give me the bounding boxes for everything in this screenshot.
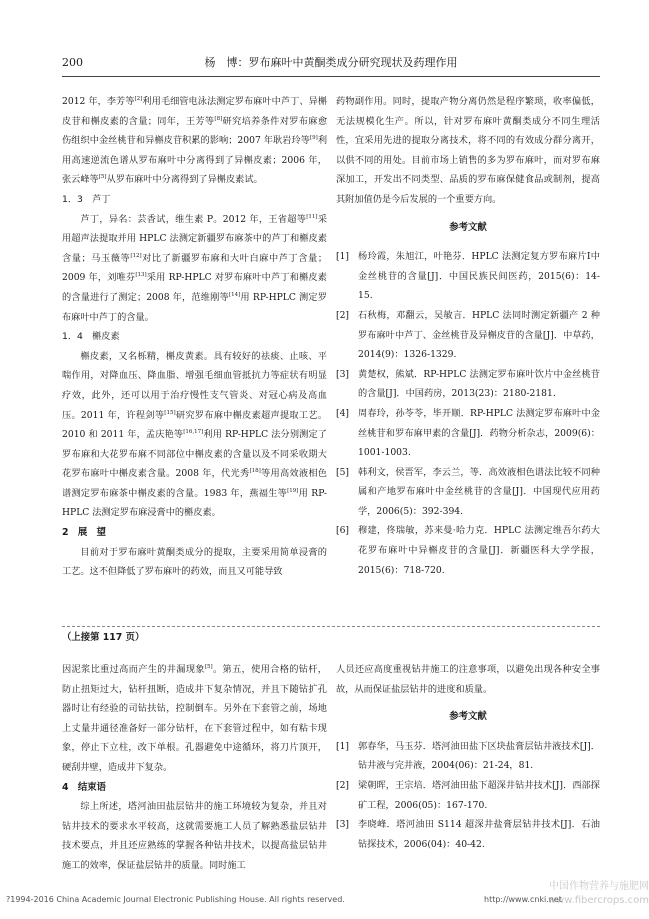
reference-item xyxy=(336,815,600,854)
reference-number: [2] xyxy=(336,309,350,321)
reference-item xyxy=(336,776,600,815)
reference-item xyxy=(336,737,600,776)
references-heading: 参考文献 xyxy=(449,221,487,233)
article-separator xyxy=(62,626,600,627)
paragraph-drilling-measures: 因泥浆比重过高而产生的井漏现象[5]。第五，使用合格的钻杆，防止扭矩过大，钻杆扭断，造成井下复杂情况，并且下随钻扩孔器时让有经验的司钻扶钻，控制倒车。另外在下套管之前，场地上丈量井通径准备好一部分钻杆，在下套管过程中，如有粘卡现象，停止下立柱，改下单根。孔器避免中途循环，将刀片顶开，硬刮井壁，造成井下复杂。 xyxy=(62,663,327,773)
reference-number: [1] xyxy=(336,740,350,752)
section-heading-conclusion: 4 结束语 xyxy=(62,781,107,793)
reference-item xyxy=(336,365,600,404)
reference-item xyxy=(336,521,600,580)
reference-text: 梁朝晖，王宗培．塔河油田盐下超深井钻井技术[J]．西部探矿工程，2006(05)：167-170. xyxy=(358,779,600,811)
references-list-2 xyxy=(336,737,600,855)
header-rule xyxy=(62,76,600,77)
reference-item xyxy=(336,306,600,365)
section-heading-quercetin: 1．4 槲皮素 xyxy=(62,331,120,343)
reference-number: [5] xyxy=(336,466,350,478)
article-right-column xyxy=(336,92,600,580)
reference-number: [2] xyxy=(336,779,350,791)
reference-text: 黄楚权，熊斌．RP-HPLC 法测定罗布麻叶饮片中金丝桃苷的含量[J]．中国药房，2013(23)：2180-2181. xyxy=(358,368,600,400)
reference-number: [1] xyxy=(336,251,350,263)
reference-text: 石秋梅，邓翻云，吴敏言．HPLC 法同时测定新疆产 2 种罗布麻叶中芦丁、金丝桃苷及异槲皮苷的含量[J]．中草药，2014(9)：1326-1329. xyxy=(358,309,600,361)
reference-number: [3] xyxy=(336,368,350,380)
reference-item xyxy=(336,247,600,306)
reference-text: 李晓峰．塔河油田 S114 超深井盐膏层钻井技术[J]．石油钻探技术，2006(04)：40-42. xyxy=(358,819,600,850)
reference-item xyxy=(336,463,600,522)
paragraph-methods-review: 2012 年，李芳等[2]利用毛细管电泳法测定罗布麻叶中芦丁、异槲皮苷和槲皮素的含量；同年，王芳等[8]研究培养条件对罗布麻愈伤组织中金丝桃苷和异槲皮苷积累的影响；2007 年耿岩玲等[9]利用高速逆流色谱从罗布麻叶中分离得到了异槲皮素；2006 年，张云峰等[5]从罗布麻叶中分离得到了异槲皮素试。 xyxy=(62,95,328,186)
continued-from-label: （上接第 117 页） xyxy=(62,632,145,643)
reference-item xyxy=(336,404,600,463)
copyright-notice: ?1994-2016 China Academic Journal Electronic Publishing House. All rights reserved. xyxy=(6,895,345,904)
page-header xyxy=(62,54,600,74)
reference-text: 郭春华，马玉芬．塔河油田盐下区块盐膏层钻井液技术[J]．钻井液与完井液，2004(06)：21-24，81. xyxy=(358,740,600,772)
watermark: 中国作物营养与施肥网 www.fibercrops.com xyxy=(547,881,649,906)
paragraph-conclusion-end: 人员还应高度重视钻井施工的注意事项，以避免出现各种安全事故，从而保证盐层钻井的进度和质量。 xyxy=(336,664,600,695)
section-heading-outlook: 2 展 望 xyxy=(62,527,107,539)
page-number: 200 xyxy=(62,56,83,69)
site-link[interactable]: http://www.cnki.net xyxy=(484,895,562,904)
page-footer xyxy=(0,893,649,913)
article-left-column xyxy=(62,92,327,582)
references-list xyxy=(336,247,600,580)
paragraph-quercetin: 槲皮素，又名栎精，槲皮黄素。具有较好的祛痰、止咳、平喘作用，对降血压、降血脂、增强毛细血管抵抗力等症状有明显疗效，此外，还可以用于治疗慢性支气管炎、对冠心病及高血压。2011 年，许程剑等[15]研究罗布麻中槲皮素超声提取工艺。2010 和 2011 年，孟庆艳等[16,17]利用 RP-HPLC 法分别测定了罗布麻和大花罗布麻不同部位中槲皮素的含量以及不同采收期大花罗布麻叶中槲皮素含量。2008 年，代光秀[18]等用高效液相色谱测定罗布麻茶中槲皮素的含量。1983 年，燕福生等[19]用 RP-HPLC 法测定罗布麻浸膏中的槲皮素。 xyxy=(62,350,328,519)
reference-text: 周春玲，孙苓苓，毕开顺．RP-HPLC 法测定罗布麻叶中金丝桃苷和罗布麻甲素的含量[J]．药物分析杂志，2009(6)：1001-1003. xyxy=(358,407,600,459)
reference-text: 穆建，佟瑞敏，苏来曼·哈力克．HPLC 法测定维吾尔药大花罗布麻叶中异槲皮苷的含量[J]．新疆医科大学学报，2015(6)：718-720. xyxy=(358,525,600,576)
reference-text: 杨玲霞，朱旭江，叶艳芬．HPLC 法测定复方罗布麻片Ⅰ中金丝桃苷的含量[J]．中国民族民间医药，2015(6)：14-15. xyxy=(358,251,600,302)
paragraph-outlook-start: 目前对于罗布麻叶黄酮类成分的提取，主要采用简单浸膏的工艺。这不但降低了罗布麻叶的药效，而且又可能导致 xyxy=(62,546,327,578)
reference-number: [6] xyxy=(336,525,350,537)
reference-number: [3] xyxy=(336,819,350,831)
reference-number: [4] xyxy=(336,407,350,419)
paragraph-outlook-end: 药物副作用。同时，提取产物分离仍然是程序繁琐，收率偏低，无法规模化生产。所以，针对罗布麻叶黄酮类成分不同生理活性，宜采用先进的提取分离技术，将不同的有效成分群分离开，以供不同的用处。目前市场上销售的多为罗布麻叶，而对罗布麻深加工，开发出不同类型、品质的罗布麻保健食品或制剂，提高其附加值仍是今后发展的一个重要方向。 xyxy=(336,96,600,205)
reference-text: 韩利文，侯晋军，李云兰，等．高效液相色谱法比较不同种属和产地罗布麻叶中金丝桃苷的含量[J]．中国现代应用药学，2006(5)：392-394. xyxy=(358,466,600,517)
section-heading-rutin: 1．3 芦丁 xyxy=(62,193,111,205)
running-title: 杨 博：罗布麻叶中黄酮类成分研究现状及药理作用 xyxy=(204,56,458,69)
paragraph-conclusion-start: 综上所述，塔河油田盐层钻井的施工环境较为复杂，并且对钻井技术的要求水平较高，这就需要施工人员了解熟悉盐层钻井技术要点，并且还应熟练的掌握各种钻井技术，以提高盐层钻井施工的效率，保证盐层钻井的质量。同时施工 xyxy=(62,801,327,871)
continued-left-column xyxy=(62,660,327,876)
paragraph-rutin: 芦丁，异名：芸香试，维生素 P。2012 年，王省超等[11]采用超声法提取并用 HPLC 法测定新疆罗布麻茶中的芦丁和槲皮素含量；马玉薇等[12]对比了新疆罗布麻和大叶白麻中芦丁含量；2009 年，刘唯芬[13]采用 RP-HPLC 对罗布麻叶中芦丁和槲皮素的含量进行了测定；2008 年，范维刚等[14]用 RP-HPLC 测定罗布麻叶中芦丁的含量。 xyxy=(62,213,328,323)
references-heading-2: 参考文献 xyxy=(449,711,487,723)
continued-right-column xyxy=(336,660,600,854)
